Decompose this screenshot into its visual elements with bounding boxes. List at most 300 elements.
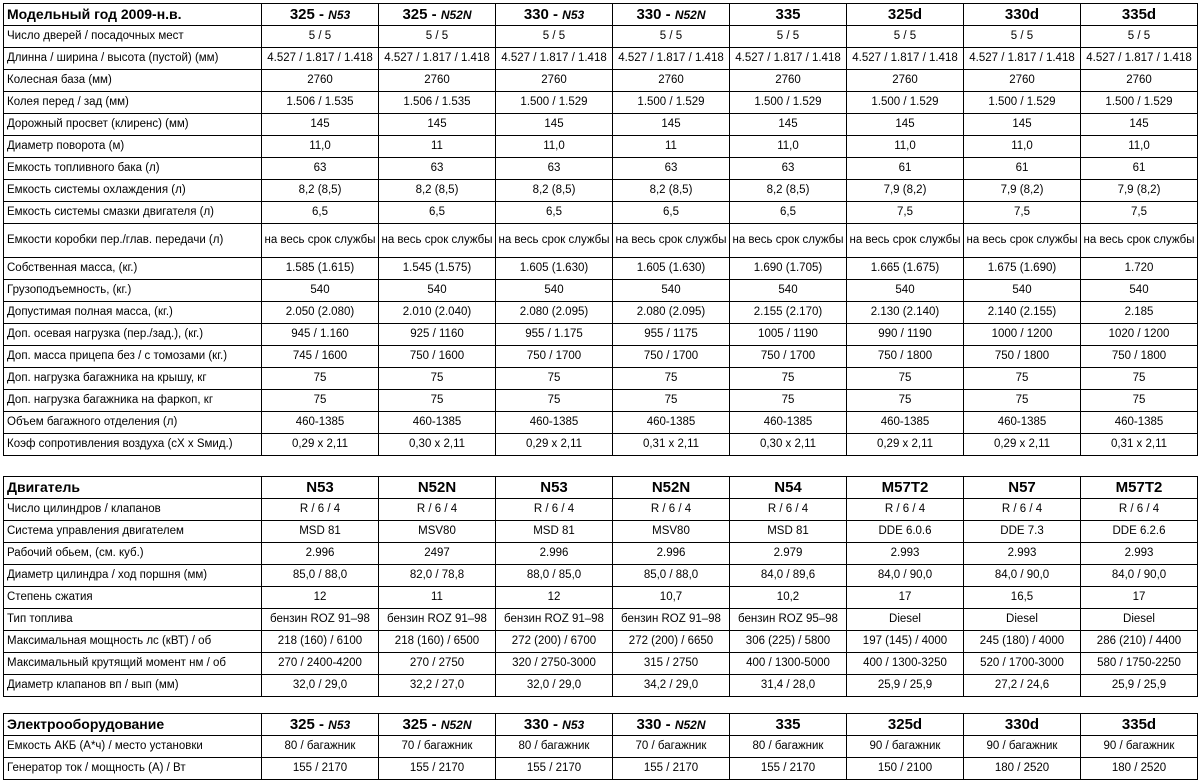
table-cell: 6,5 xyxy=(730,202,847,224)
table-cell: 1.506 / 1.535 xyxy=(262,92,379,114)
table-cell: 2.080 (2.095) xyxy=(613,302,730,324)
table-cell: Diesel xyxy=(964,609,1081,631)
column-header xyxy=(964,4,1081,26)
column-header-engine: N52N xyxy=(674,717,706,732)
row-label: Дорожный просвет (клиренс) (мм) xyxy=(4,114,262,136)
table-cell: 145 xyxy=(730,114,847,136)
column-header-model: N54 xyxy=(774,478,802,496)
table-cell: 75 xyxy=(847,390,964,412)
table-cell: R / 6 / 4 xyxy=(730,499,847,521)
table-cell: 7,5 xyxy=(1081,202,1198,224)
row-label: Колея перед / зад (мм) xyxy=(4,92,262,114)
row-label: Колесная база (мм) xyxy=(4,70,262,92)
table-cell: 460-1385 xyxy=(730,412,847,434)
table-heading: Двигатель xyxy=(4,477,262,499)
table-cell: 75 xyxy=(262,368,379,390)
table-cell: 145 xyxy=(262,114,379,136)
table-cell: 84,0 / 90,0 xyxy=(964,565,1081,587)
table-cell: MSD 81 xyxy=(262,521,379,543)
table-cell: 32,0 / 29,0 xyxy=(262,675,379,697)
table-cell: 306 (225) / 5800 xyxy=(730,631,847,653)
table-cell: 145 xyxy=(379,114,496,136)
row-label: Грузоподъемность, (кг.) xyxy=(4,280,262,302)
table-cell: 82,0 / 78,8 xyxy=(379,565,496,587)
table-cell: 31,4 / 28,0 xyxy=(730,675,847,697)
table-cell: 460-1385 xyxy=(379,412,496,434)
column-header xyxy=(964,714,1081,736)
column-header xyxy=(847,477,964,499)
table-cell: 2.996 xyxy=(262,543,379,565)
column-header-model: 325 - xyxy=(289,5,329,23)
table-cell: 197 (145) / 4000 xyxy=(847,631,964,653)
table-cell: R / 6 / 4 xyxy=(496,499,613,521)
table-cell: 750 / 1700 xyxy=(613,346,730,368)
table-cell: 2760 xyxy=(1081,70,1198,92)
table-cell: 1.545 (1.575) xyxy=(379,258,496,280)
table-cell: 5 / 5 xyxy=(1081,26,1198,48)
table-cell: на весь срок службы xyxy=(379,224,496,258)
table-cell: 63 xyxy=(613,158,730,180)
table-cell: 180 / 2520 xyxy=(964,758,1081,780)
table-cell: 11,0 xyxy=(847,136,964,158)
column-header-model: M57T2 xyxy=(881,478,929,496)
table-cell: 75 xyxy=(496,390,613,412)
table-cell: 2.050 (2.080) xyxy=(262,302,379,324)
table-cell: 75 xyxy=(1081,368,1198,390)
table-cell: MSV80 xyxy=(613,521,730,543)
table-row xyxy=(4,565,1198,587)
table-cell: 540 xyxy=(496,280,613,302)
row-label: Рабочий обьем, (см. куб.) xyxy=(4,543,262,565)
table-row xyxy=(4,609,1198,631)
row-label: Емкости коробки пер./глав. передачи (л) xyxy=(4,224,262,258)
table-cell: 180 / 2520 xyxy=(1081,758,1198,780)
table-cell: 2.996 xyxy=(496,543,613,565)
table-cell: 1.605 (1.630) xyxy=(496,258,613,280)
table-row xyxy=(4,521,1198,543)
table-row xyxy=(4,92,1198,114)
column-header-engine: N53 xyxy=(328,7,351,22)
table-cell: 0,31 x 2,11 xyxy=(613,434,730,456)
table-cell: 145 xyxy=(847,114,964,136)
table-cell: 34,2 / 29,0 xyxy=(613,675,730,697)
table-cell: 155 / 2170 xyxy=(496,758,613,780)
table-cell: 7,9 (8,2) xyxy=(847,180,964,202)
table-cell: 2.080 (2.095) xyxy=(496,302,613,324)
table-row xyxy=(4,180,1198,202)
table-cell: 11 xyxy=(613,136,730,158)
table-cell: на весь срок службы xyxy=(262,224,379,258)
column-header xyxy=(379,714,496,736)
column-header xyxy=(730,4,847,26)
table-cell: 84,0 / 90,0 xyxy=(1081,565,1198,587)
table-cell: 75 xyxy=(496,368,613,390)
row-label: Доп. масса прицепа без / с томозами (кг.) xyxy=(4,346,262,368)
column-header-model: 325d xyxy=(887,5,923,23)
table-cell: 1020 / 1200 xyxy=(1081,324,1198,346)
table-cell: R / 6 / 4 xyxy=(613,499,730,521)
column-header-model: 325 - xyxy=(402,5,441,23)
table-cell: 85,0 / 88,0 xyxy=(262,565,379,587)
row-label: Число цилиндров / клапанов xyxy=(4,499,262,521)
table-row xyxy=(4,368,1198,390)
table-cell: 2760 xyxy=(847,70,964,92)
table-row xyxy=(4,434,1198,456)
table-cell: 75 xyxy=(379,390,496,412)
row-label: Объем багажного отделения (л) xyxy=(4,412,262,434)
table-cell: 1.500 / 1.529 xyxy=(613,92,730,114)
table-cell: бензин ROZ 91–98 xyxy=(496,609,613,631)
table-cell: 945 / 1.160 xyxy=(262,324,379,346)
row-label: Доп. нагрузка багажника на фаркоп, кг xyxy=(4,390,262,412)
column-header-model: 325 - xyxy=(289,715,329,733)
table-cell: 11,0 xyxy=(262,136,379,158)
table-cell: 460-1385 xyxy=(964,412,1081,434)
row-label: Допустимая полная масса, (кг.) xyxy=(4,302,262,324)
column-header-model: M57T2 xyxy=(1115,478,1163,496)
table-cell: 90 / багажник xyxy=(847,736,964,758)
table-row xyxy=(4,302,1198,324)
row-label: Степень сжатия xyxy=(4,587,262,609)
table-row xyxy=(4,258,1198,280)
table-cell: 0,31 x 2,11 xyxy=(1081,434,1198,456)
table-cell: 61 xyxy=(1081,158,1198,180)
table-cell: Diesel xyxy=(847,609,964,631)
table-cell: 75 xyxy=(964,368,1081,390)
table-cell: 8,2 (8,5) xyxy=(496,180,613,202)
table-cell: 460-1385 xyxy=(496,412,613,434)
table-cell: 0,29 x 2,11 xyxy=(496,434,613,456)
table-cell: 8,2 (8,5) xyxy=(730,180,847,202)
table-cell: на весь срок службы xyxy=(730,224,847,258)
table-cell: 2.010 (2.040) xyxy=(379,302,496,324)
table-cell: 1.690 (1.705) xyxy=(730,258,847,280)
table-cell: 75 xyxy=(1081,390,1198,412)
table-cell: R / 6 / 4 xyxy=(847,499,964,521)
table-cell: 2760 xyxy=(262,70,379,92)
table-cell: 75 xyxy=(613,390,730,412)
table-row xyxy=(4,758,1198,780)
row-label: Доп. нагрузка багажника на крышу, кг xyxy=(4,368,262,390)
table-row xyxy=(4,70,1198,92)
table-cell: 2.155 (2.170) xyxy=(730,302,847,324)
column-header-model: N53 xyxy=(540,478,568,496)
table-cell: 955 / 1175 xyxy=(613,324,730,346)
row-label: Емкость топливного бака (л) xyxy=(4,158,262,180)
table-heading: Модельный год 2009-н.в. xyxy=(4,4,262,26)
column-header xyxy=(496,477,613,499)
table-cell: 63 xyxy=(496,158,613,180)
column-header-engine: N52N xyxy=(674,7,706,22)
table-cell: 270 / 2400-4200 xyxy=(262,653,379,675)
column-header-engine: N53 xyxy=(328,717,351,732)
table-cell: 17 xyxy=(847,587,964,609)
table-row xyxy=(4,631,1198,653)
table-cell: 750 / 1800 xyxy=(964,346,1081,368)
table-cell: 745 / 1600 xyxy=(262,346,379,368)
table-cell: 27,2 / 24,6 xyxy=(964,675,1081,697)
table-header-row xyxy=(4,714,1198,736)
table-cell: 155 / 2170 xyxy=(730,758,847,780)
table-cell: 2.996 xyxy=(613,543,730,565)
table-cell: 5 / 5 xyxy=(496,26,613,48)
table-cell: 5 / 5 xyxy=(262,26,379,48)
table-cell: 145 xyxy=(613,114,730,136)
column-header xyxy=(1081,477,1198,499)
table-cell: 84,0 / 90,0 xyxy=(847,565,964,587)
table-cell: 750 / 1700 xyxy=(730,346,847,368)
table-cell: 2760 xyxy=(496,70,613,92)
column-header xyxy=(262,4,379,26)
table-cell: 750 / 1800 xyxy=(1081,346,1198,368)
row-label: Доп. осевая нагрузка (пер./зад.), (кг.) xyxy=(4,324,262,346)
table-cell: 80 / багажник xyxy=(730,736,847,758)
table-row xyxy=(4,202,1198,224)
table-cell: 84,0 / 89,6 xyxy=(730,565,847,587)
table-cell: 315 / 2750 xyxy=(613,653,730,675)
column-header xyxy=(613,477,730,499)
table-cell: 1000 / 1200 xyxy=(964,324,1081,346)
row-label: Емкость АКБ (А*ч) / место установки xyxy=(4,736,262,758)
column-header-model: 330 - xyxy=(523,715,563,733)
table-cell: 4.527 / 1.817 / 1.418 xyxy=(1081,48,1198,70)
table-cell: 580 / 1750-2250 xyxy=(1081,653,1198,675)
table-cell: 75 xyxy=(379,368,496,390)
table-cell: 1.675 (1.690) xyxy=(964,258,1081,280)
table-cell: 2.130 (2.140) xyxy=(847,302,964,324)
table-cell: 61 xyxy=(847,158,964,180)
column-header xyxy=(730,477,847,499)
column-header xyxy=(730,714,847,736)
row-label: Коэф сопротивления воздуха (cX x Sмид.) xyxy=(4,434,262,456)
table-cell: 5 / 5 xyxy=(964,26,1081,48)
table-cell: 1005 / 1190 xyxy=(730,324,847,346)
table-cell: 11 xyxy=(379,136,496,158)
table-cell: 4.527 / 1.817 / 1.418 xyxy=(847,48,964,70)
table-heading: Электрооборудование xyxy=(4,714,262,736)
row-label: Максимальный крутящий момент нм / об xyxy=(4,653,262,675)
table-cell: на весь срок службы xyxy=(496,224,613,258)
row-label: Диаметр клапанов вп / вып (мм) xyxy=(4,675,262,697)
table-cell: 2760 xyxy=(379,70,496,92)
table-cell: 460-1385 xyxy=(1081,412,1198,434)
column-header xyxy=(847,4,964,26)
table-cell: 150 / 2100 xyxy=(847,758,964,780)
table-cell: 2760 xyxy=(964,70,1081,92)
table-cell: 460-1385 xyxy=(262,412,379,434)
table-cell: 80 / багажник xyxy=(496,736,613,758)
table-cell: 75 xyxy=(262,390,379,412)
table-cell: 286 (210) / 4400 xyxy=(1081,631,1198,653)
table-cell: бензин ROZ 91–98 xyxy=(379,609,496,631)
table-row xyxy=(4,224,1198,258)
table-cell: 4.527 / 1.817 / 1.418 xyxy=(262,48,379,70)
table-cell: 460-1385 xyxy=(847,412,964,434)
table-row xyxy=(4,158,1198,180)
table-cell: DDE 6.0.6 xyxy=(847,521,964,543)
table-cell: 90 / багажник xyxy=(1081,736,1198,758)
column-header-model: 335 xyxy=(775,5,801,23)
table-cell: 540 xyxy=(613,280,730,302)
table-cell: R / 6 / 4 xyxy=(1081,499,1198,521)
table-cell: 90 / багажник xyxy=(964,736,1081,758)
table-cell: 1.500 / 1.529 xyxy=(730,92,847,114)
table-cell: 1.500 / 1.529 xyxy=(964,92,1081,114)
row-label: Максимальная мощность лс (кВТ) / об xyxy=(4,631,262,653)
table-row xyxy=(4,346,1198,368)
column-header xyxy=(613,714,730,736)
column-header xyxy=(964,477,1081,499)
row-label: Генератор ток / мощность (А) / Вт xyxy=(4,758,262,780)
table-cell: 8,2 (8,5) xyxy=(262,180,379,202)
table-cell: 1.506 / 1.535 xyxy=(379,92,496,114)
table-cell: 70 / багажник xyxy=(613,736,730,758)
table-row xyxy=(4,136,1198,158)
column-header-model: 330 - xyxy=(636,715,675,733)
table-cell: 75 xyxy=(613,368,730,390)
table-cell: бензин ROZ 91–98 xyxy=(262,609,379,631)
column-header xyxy=(496,4,613,26)
table-cell: 540 xyxy=(964,280,1081,302)
table-cell: 4.527 / 1.817 / 1.418 xyxy=(613,48,730,70)
table-row xyxy=(4,324,1198,346)
table-cell: 7,5 xyxy=(847,202,964,224)
table-cell: 245 (180) / 4000 xyxy=(964,631,1081,653)
table-cell: 2760 xyxy=(613,70,730,92)
table-cell: 75 xyxy=(847,368,964,390)
table-cell: 2.993 xyxy=(964,543,1081,565)
table-cell: 1.665 (1.675) xyxy=(847,258,964,280)
table-cell: 1.500 / 1.529 xyxy=(847,92,964,114)
table-cell: 88,0 / 85,0 xyxy=(496,565,613,587)
table-cell: бензин ROZ 91–98 xyxy=(613,609,730,631)
table-cell: 5 / 5 xyxy=(613,26,730,48)
table-cell: 460-1385 xyxy=(613,412,730,434)
table-cell: 8,2 (8,5) xyxy=(379,180,496,202)
table-cell: R / 6 / 4 xyxy=(964,499,1081,521)
table-cell: 155 / 2170 xyxy=(262,758,379,780)
column-header-model: 335d xyxy=(1121,5,1157,23)
table-cell: 4.527 / 1.817 / 1.418 xyxy=(730,48,847,70)
table-row xyxy=(4,499,1198,521)
table-cell: 1.585 (1.615) xyxy=(262,258,379,280)
table-cell: 925 / 1160 xyxy=(379,324,496,346)
table-cell: 63 xyxy=(730,158,847,180)
row-label: Тип топлива xyxy=(4,609,262,631)
table-cell: на весь срок службы xyxy=(613,224,730,258)
table-cell: 5 / 5 xyxy=(847,26,964,48)
column-header xyxy=(847,714,964,736)
table-cell: на весь срок службы xyxy=(847,224,964,258)
table-cell: 320 / 2750-3000 xyxy=(496,653,613,675)
table-cell: DDE 7.3 xyxy=(964,521,1081,543)
table-cell: 0,29 x 2,11 xyxy=(847,434,964,456)
table-cell: 6,5 xyxy=(262,202,379,224)
table-row xyxy=(4,675,1198,697)
table-row xyxy=(4,280,1198,302)
table-cell: 540 xyxy=(847,280,964,302)
table-cell: 10,2 xyxy=(730,587,847,609)
row-label: Емкость системы смазки двигателя (л) xyxy=(4,202,262,224)
table-cell: 32,2 / 27,0 xyxy=(379,675,496,697)
table-cell: R / 6 / 4 xyxy=(379,499,496,521)
column-header-model: N57 xyxy=(1008,478,1036,496)
row-label: Диаметр поворота (м) xyxy=(4,136,262,158)
table-cell: 0,30 x 2,11 xyxy=(730,434,847,456)
table-cell: 7,5 xyxy=(964,202,1081,224)
table-cell: 61 xyxy=(964,158,1081,180)
column-header xyxy=(613,4,730,26)
table-cell: 540 xyxy=(730,280,847,302)
table-row xyxy=(4,543,1198,565)
table-cell: 32,0 / 29,0 xyxy=(496,675,613,697)
table-cell: 145 xyxy=(1081,114,1198,136)
table-cell: 2.185 xyxy=(1081,302,1198,324)
specs-table-electrical xyxy=(3,713,1198,780)
table-row xyxy=(4,48,1198,70)
table-cell: 25,9 / 25,9 xyxy=(1081,675,1198,697)
column-header-model: 325d xyxy=(887,715,923,733)
table-cell: 1.500 / 1.529 xyxy=(496,92,613,114)
table-cell: 12 xyxy=(496,587,613,609)
table-cell: 12 xyxy=(262,587,379,609)
column-header-model: 330d xyxy=(1004,715,1040,733)
table-row xyxy=(4,390,1198,412)
table-row xyxy=(4,114,1198,136)
specs-table-engine xyxy=(3,476,1198,697)
table-cell: 272 (200) / 6700 xyxy=(496,631,613,653)
table-cell: 145 xyxy=(496,114,613,136)
column-header-model: N52N xyxy=(651,478,691,496)
table-cell: 11 xyxy=(379,587,496,609)
row-label: Число дверей / посадочных мест xyxy=(4,26,262,48)
table-cell: 750 / 1800 xyxy=(847,346,964,368)
column-header xyxy=(379,477,496,499)
column-header xyxy=(496,714,613,736)
table-cell: 2497 xyxy=(379,543,496,565)
table-cell: 75 xyxy=(964,390,1081,412)
column-header-engine: N53 xyxy=(562,717,585,732)
table-cell: 2760 xyxy=(730,70,847,92)
table-cell: 11,0 xyxy=(496,136,613,158)
table-cell: 6,5 xyxy=(496,202,613,224)
column-header-engine: N53 xyxy=(562,7,585,22)
table-cell: 1.500 / 1.529 xyxy=(1081,92,1198,114)
table-cell: 25,9 / 25,9 xyxy=(847,675,964,697)
column-header-engine: N52N xyxy=(440,7,472,22)
table-cell: 63 xyxy=(379,158,496,180)
table-cell: 10,7 xyxy=(613,587,730,609)
table-cell: 155 / 2170 xyxy=(379,758,496,780)
table-row xyxy=(4,653,1198,675)
table-row xyxy=(4,26,1198,48)
table-cell: на весь срок службы xyxy=(964,224,1081,258)
table-cell: 4.527 / 1.817 / 1.418 xyxy=(379,48,496,70)
table-cell: MSV80 xyxy=(379,521,496,543)
table-cell: 2.993 xyxy=(1081,543,1198,565)
table-row xyxy=(4,736,1198,758)
table-cell: 1.605 (1.630) xyxy=(613,258,730,280)
table-cell: 75 xyxy=(730,368,847,390)
table-cell: 5 / 5 xyxy=(730,26,847,48)
table-cell: 540 xyxy=(262,280,379,302)
column-header-model: 335 xyxy=(775,715,801,733)
table-cell: 955 / 1.175 xyxy=(496,324,613,346)
specs-table-general xyxy=(3,3,1198,456)
column-header xyxy=(1081,4,1198,26)
row-label: Емкость системы охлаждения (л) xyxy=(4,180,262,202)
table-cell: 4.527 / 1.817 / 1.418 xyxy=(964,48,1081,70)
